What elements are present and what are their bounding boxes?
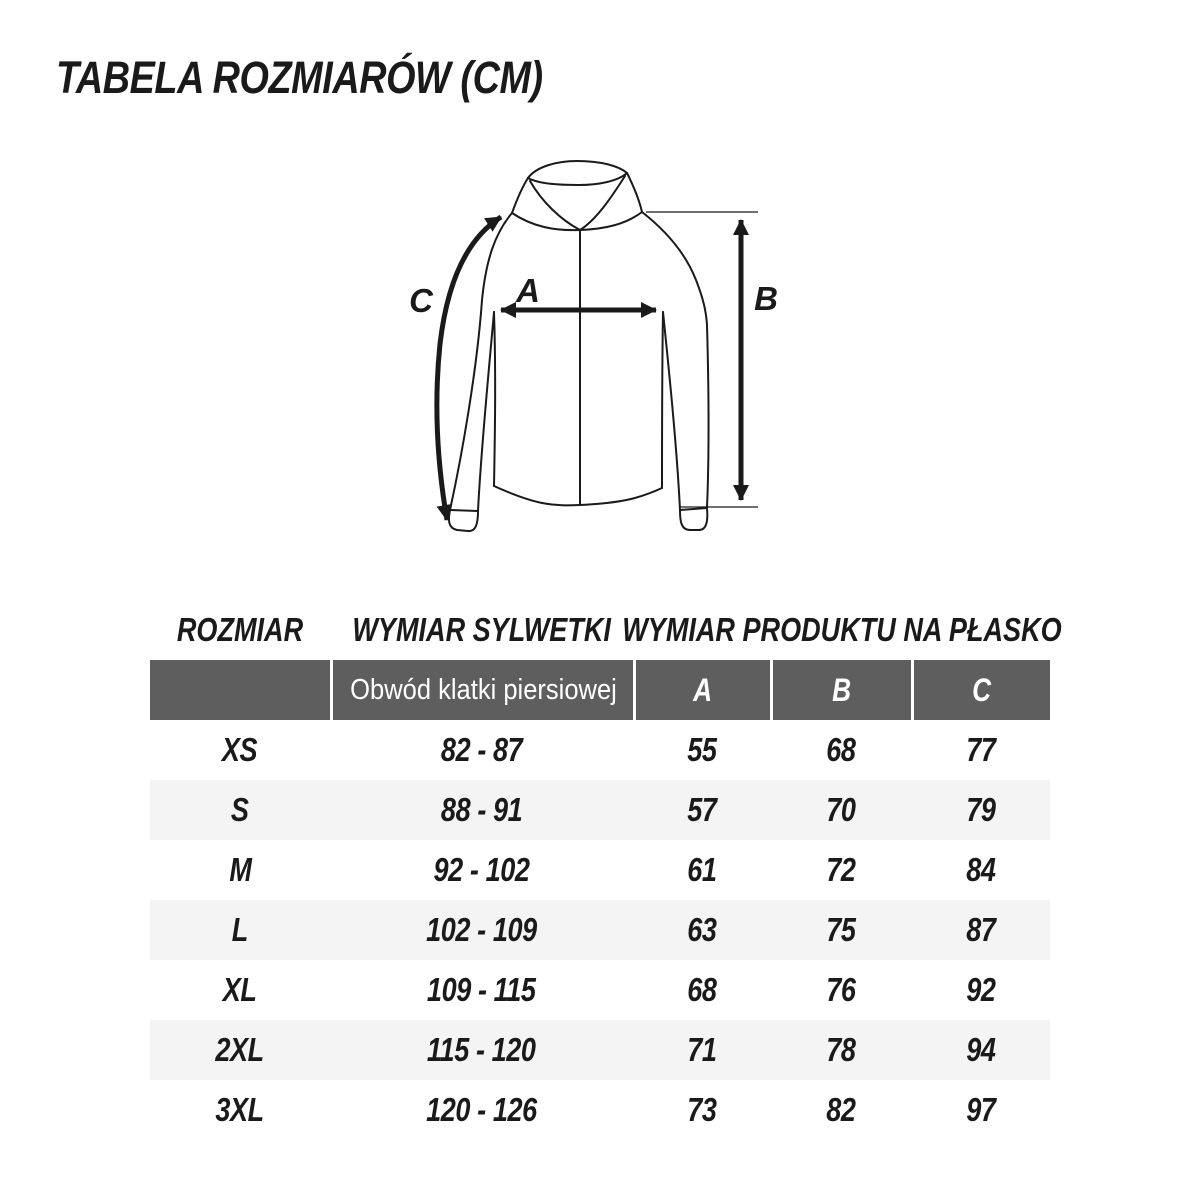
a-cell: 55: [686, 731, 717, 768]
chest-cell: 102 - 109: [426, 911, 537, 948]
header-cell-c: C: [911, 660, 1050, 720]
header-cell-b: B: [770, 660, 911, 720]
b-cell: 72: [825, 851, 856, 888]
size-cell: 3XL: [215, 1091, 265, 1128]
size-cell: XS: [222, 731, 258, 768]
size-cell: M: [228, 851, 252, 888]
size-cell: 2XL: [215, 1031, 265, 1068]
a-cell: 73: [686, 1091, 717, 1128]
page-title: [56, 52, 635, 104]
b-cell: 76: [825, 971, 856, 1008]
a-cell: 61: [686, 851, 717, 888]
chest-cell: 82 - 87: [440, 731, 523, 768]
b-cell: 75: [825, 911, 856, 948]
c-cell: 84: [965, 851, 996, 888]
size-row-2xl: [150, 1020, 1050, 1080]
group-header-body: WYMIAR SYLWETKI: [352, 611, 611, 648]
c-cell: 92: [965, 971, 996, 1008]
b-cell: 82: [825, 1091, 856, 1128]
header-cell-a: A: [633, 660, 770, 720]
diagram-label-b: B: [754, 280, 778, 317]
b-cell: 70: [825, 791, 856, 828]
chest-cell: 88 - 91: [440, 791, 523, 828]
b-cell: 78: [825, 1031, 856, 1068]
page-title-text: TABELA ROZMIARÓW (CM): [56, 52, 543, 103]
chest-cell: 115 - 120: [427, 1031, 536, 1068]
size-row-s: [150, 780, 1050, 840]
c-cell: 87: [965, 911, 996, 948]
c-cell: 77: [965, 731, 996, 768]
c-cell: 94: [965, 1031, 996, 1068]
a-cell: 57: [686, 791, 717, 828]
header-cell-chest: Obwód klatki piersiowej: [330, 660, 633, 720]
size-row-xl: [150, 960, 1050, 1020]
group-header-product-flat: WYMIAR PRODUKTU NA PŁASKO: [621, 611, 1062, 648]
size-row-3xl: [150, 1080, 1050, 1140]
c-cell: 79: [965, 791, 996, 828]
table-header-row: [150, 660, 1050, 720]
chest-cell: 92 - 102: [433, 851, 530, 888]
size-row-l: [150, 900, 1050, 960]
size-cell: XL: [223, 971, 257, 1008]
a-cell: 71: [686, 1031, 717, 1068]
chest-cell: 109 - 115: [427, 971, 536, 1008]
size-cell: L: [231, 911, 249, 948]
size-row-xs: [150, 720, 1050, 780]
c-cell: 97: [965, 1091, 996, 1128]
size-cell: S: [231, 791, 249, 828]
diagram-label-a: A: [516, 272, 540, 309]
table-body: [150, 720, 1050, 1140]
sleeve-length-arrow: [437, 217, 501, 520]
header-cell-size: [150, 660, 330, 720]
chest-cell: 120 - 126: [426, 1091, 537, 1128]
garment-diagram: [390, 140, 840, 575]
diagram-label-c: C: [409, 282, 433, 319]
a-cell: 63: [686, 911, 717, 948]
size-row-m: [150, 840, 1050, 900]
jacket-outline-icon: [449, 161, 709, 531]
measurement-arrows: [437, 212, 758, 520]
b-cell: 68: [825, 731, 856, 768]
table-group-headers: [150, 600, 1062, 660]
group-header-size: ROZMIAR: [176, 611, 304, 648]
a-cell: 68: [686, 971, 717, 1008]
